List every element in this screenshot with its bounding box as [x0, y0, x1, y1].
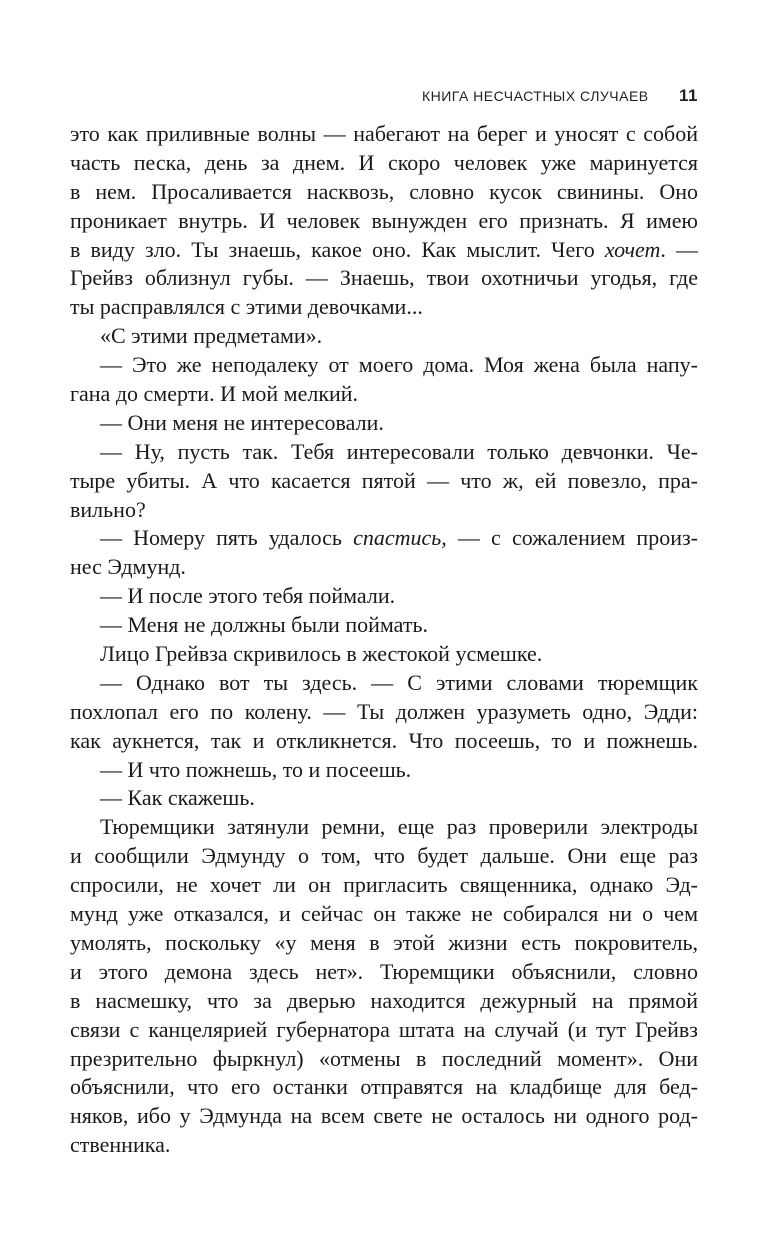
text-line: Грейвз облизнул губы. — Знаешь, твои охотничьи угодья, где: [70, 265, 698, 291]
text-line: няков, ибо у Эдмунда на всем свете не осталось ни одного род-: [70, 1103, 698, 1129]
text-line: мунд уже отказался, и сейчас он также не собирался ни о чем: [70, 901, 698, 927]
text-line: в насмешку, что за дверью находится дежурный на прямой: [70, 987, 698, 1013]
text-line: часть песка, день за днем. И скоро человек уже маринуется: [70, 149, 698, 175]
text-line: в нем. Просаливается насквозь, словно кусок свинины. Оно: [70, 178, 698, 204]
text-line: — И что пожнешь, то и посеешь.: [100, 756, 412, 782]
text-line: — И после этого тебя поймали.: [100, 583, 396, 609]
text-line: и этого демона здесь нет». Тюремщики объяснили, словно: [70, 958, 698, 984]
text-line: нес Эдмунд.: [70, 554, 186, 580]
text-line: Лицо Грейвза скривилось в жестокой усмешке.: [100, 641, 543, 667]
text-line: — Однако вот ты здесь. — С этими словами тюремщик: [100, 669, 698, 695]
text-line: — Они меня не интересовали.: [100, 409, 384, 435]
text-line: ты расправлялся с этими девочками...: [70, 294, 423, 320]
text-line: объяснили, что его останки отправятся на кладбище для бед-: [70, 1074, 698, 1100]
body-text: [70, 120, 698, 1160]
text-line: ственника.: [70, 1132, 171, 1158]
text-segment: — с сожалением произ-: [446, 525, 698, 551]
text-line: спросили, не хочет ли он пригласить священника, однако Эд-: [70, 872, 698, 898]
text-line: проникает внутрь. И человек вынужден его признать. Я имею: [70, 207, 698, 233]
text-line: «С этими предметами».: [100, 323, 323, 349]
text-segment: — Номеру пять удалось: [100, 525, 354, 551]
text-line: вильно?: [70, 496, 146, 522]
text-line: гана до смерти. И мой мелкий.: [70, 381, 359, 407]
text-line: Тюремщики затянули ремни, еще раз проверили электроды: [100, 814, 698, 840]
text-line: [70, 524, 698, 553]
italic-text: хочет: [604, 236, 661, 262]
text-line: — Ну, пусть так. Тебя интересовали только девчонки. Че-: [100, 438, 698, 464]
text-segment: . —: [660, 236, 698, 262]
text-line: похлопал его по колену. — Ты должен уразуметь одно, Эдди:: [70, 698, 698, 724]
text-line: презрительно фыркнул) «отмены в последний момент». Они: [70, 1045, 698, 1071]
text-line: как аукнется, так и откликнется. Что посеешь, то и пожнешь.: [70, 727, 698, 753]
text-line: тыре убиты. А что касается пятой — что ж, ей повезло, пра-: [70, 467, 698, 493]
text-line: — Это же неподалеку от моего дома. Моя жена была напу-: [100, 352, 698, 378]
book-title: КНИГА НЕСЧАСТНЫХ СЛУЧАЕВ: [421, 88, 649, 104]
text-segment: в виду зло. Ты знаешь, какое оно. Как мыслит. Чего: [70, 236, 605, 262]
text-line: — Как скажешь.: [100, 785, 255, 811]
text-line: связи с канцелярией губернатора штата на случай (и тут Грейвз: [70, 1016, 698, 1042]
text-line: умолять, поскольку «у меня в этой жизни есть покровитель,: [70, 929, 698, 955]
text-line: и сообщили Эдмунду о том, что будет дальше. Они еще раз: [70, 843, 698, 869]
running-header: [70, 86, 698, 106]
text-line: — Меня не должны были поймать.: [100, 612, 428, 638]
page-number: 11: [679, 86, 698, 105]
text-line: это как приливные волны — набегают на берег и уносят с собой: [70, 121, 698, 146]
italic-text: спастись,: [353, 525, 447, 551]
text-line: [70, 236, 698, 265]
